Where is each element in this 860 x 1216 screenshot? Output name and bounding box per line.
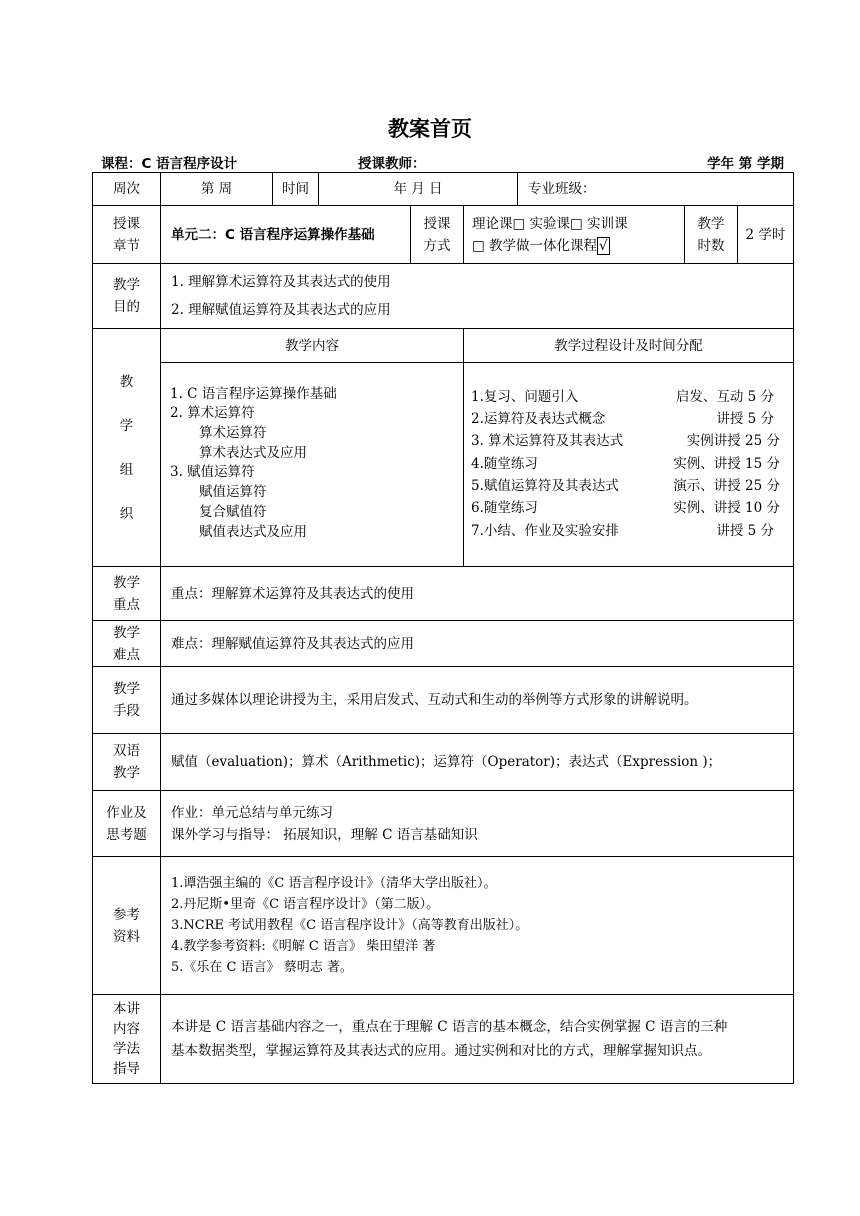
- guidance-label: 本讲 内容 学法 指导: [113, 1001, 140, 1077]
- organization-label: 教 学 组 织: [119, 373, 134, 522]
- integrated-course-checkmark: √: [599, 237, 608, 254]
- process-item: 5.赋值运算符及其表达式: [471, 478, 619, 494]
- process-item: 1.复习、问题引入: [471, 389, 579, 405]
- chapter-label: 授课 章节: [113, 215, 140, 254]
- guidance-line: 基本数据类型，掌握运算符及其表达式的应用。通过实例和对比的方式，理解掌握知识点。: [171, 1043, 711, 1059]
- time-label: 时间: [282, 181, 309, 197]
- guidance-line: 本讲是 C 语言基础内容之一，重点在于理解 C 语言的基本概念，结合实例掌握 C 语言的三种: [171, 1019, 728, 1035]
- date-value: 年 月 日: [393, 181, 443, 197]
- process-item: 2.运算符及表达式概念: [471, 411, 606, 427]
- reference-item: 2.丹尼斯•里奇《C 语言程序设计》（第二版）。: [171, 897, 440, 912]
- objectives-label: 教学 目的: [113, 277, 140, 315]
- content-line: 赋值运算符: [199, 484, 267, 500]
- content-line: 复合赋值符: [199, 504, 267, 520]
- mode-value: [464, 206, 684, 263]
- mode-line-1: 理论课□ 实验课□ 实训课: [472, 215, 628, 232]
- process-header: 教学过程设计及时间分配: [554, 337, 703, 354]
- reference-item: 3.NCRE 考试用教程《C 语言程序设计》（高等教育出版社）。: [171, 918, 529, 933]
- page-title: 教案首页: [388, 117, 472, 141]
- homework-line: 课外学习与指导： 拓展知识，理解 C 语言基础知识: [171, 826, 478, 843]
- objectives-list: [161, 264, 793, 328]
- content-line: 1. C 语言程序运算操作基础: [170, 386, 337, 402]
- content-line: 3. 赋值运算符: [170, 464, 255, 480]
- reference-item: 1.谭浩强主编的《C 语言程序设计》（清华大学出版社）。: [171, 876, 497, 891]
- process-method: 实例讲授 25 分: [686, 433, 780, 449]
- process-item: 7.小结、作业及实验安排: [471, 523, 619, 539]
- reference-item: 5.《乐在 C 语言》 蔡明志 著。: [171, 960, 353, 975]
- means-label: 教学 手段: [113, 681, 140, 719]
- homework-line: 作业：单元总结与单元练习: [171, 804, 333, 821]
- process-method: 实例、讲授 15 分: [673, 456, 780, 472]
- chapter-value: 单元二：C 语言程序运算操作基础: [171, 226, 375, 243]
- means-value: 通过多媒体以理论讲授为主，采用启发式、互动式和生动的举例等方式形象的讲解说明。: [171, 692, 698, 708]
- process-method: 启发、互动 5 分: [675, 389, 774, 405]
- content-line: 2. 算术运算符: [170, 405, 255, 421]
- difficulties-label: 教学 难点: [113, 624, 140, 663]
- difficulties-value: 难点：理解赋值运算符及其表达式的应用: [171, 635, 414, 652]
- references-list: [161, 857, 793, 994]
- process-method: 实例、讲授 10 分: [673, 500, 780, 516]
- objective-item: 2. 理解赋值运算符及其表达式的应用: [171, 302, 391, 318]
- content-line: 赋值表达式及应用: [199, 524, 307, 540]
- course-name: 课程：C 语言程序设计: [101, 156, 238, 172]
- week-label: 周次: [113, 181, 140, 197]
- class-label: 专业班级：: [528, 181, 596, 197]
- process-method: 讲授 5 分: [716, 411, 774, 427]
- bilingual-label: 双语 教学: [113, 743, 140, 781]
- key-points-value: 重点：理解算术运算符及其表达式的使用: [171, 585, 414, 602]
- process-item: 6.随堂练习: [471, 500, 538, 516]
- mode-label: 授课 方式: [423, 215, 451, 254]
- week-value: 第 周: [200, 181, 233, 197]
- homework-value: [161, 791, 793, 856]
- hours-value: 2 学时: [745, 226, 786, 243]
- content-header: 教学内容: [285, 337, 339, 354]
- term-label: 学年 第 学期: [707, 156, 784, 172]
- process-method: 讲授 5 分: [716, 523, 774, 539]
- key-points-label: 教学 重点: [113, 574, 140, 613]
- reference-item: 4.教学参考资料:《明解 C 语言》 柴田望洋 著: [171, 939, 436, 954]
- homework-label: 作业及 思考题: [106, 804, 147, 843]
- process-item: 4.随堂练习: [471, 456, 538, 472]
- objective-item: 1. 理解算术运算符及其表达式的使用: [171, 274, 391, 290]
- teacher-label: 授课教师：: [358, 156, 426, 172]
- header-line: [101, 152, 784, 172]
- hours-label: 教学 时数: [697, 215, 725, 254]
- bilingual-value: 赋值（evaluation)；算术（Arithmetic)；运算符（Operator)；表达式（Expression )；: [171, 754, 722, 770]
- content-line: 算术表达式及应用: [199, 445, 307, 461]
- process-item: 3. 算术运算符及其表达式: [471, 433, 624, 449]
- process-method: 演示、讲授 25 分: [673, 478, 780, 494]
- mode-line-2: □ 教学做一体化课程 √: [472, 237, 608, 254]
- references-label: 参考 资料: [113, 906, 140, 945]
- guidance-value: [161, 995, 793, 1083]
- content-line: 算术运算符: [199, 425, 267, 441]
